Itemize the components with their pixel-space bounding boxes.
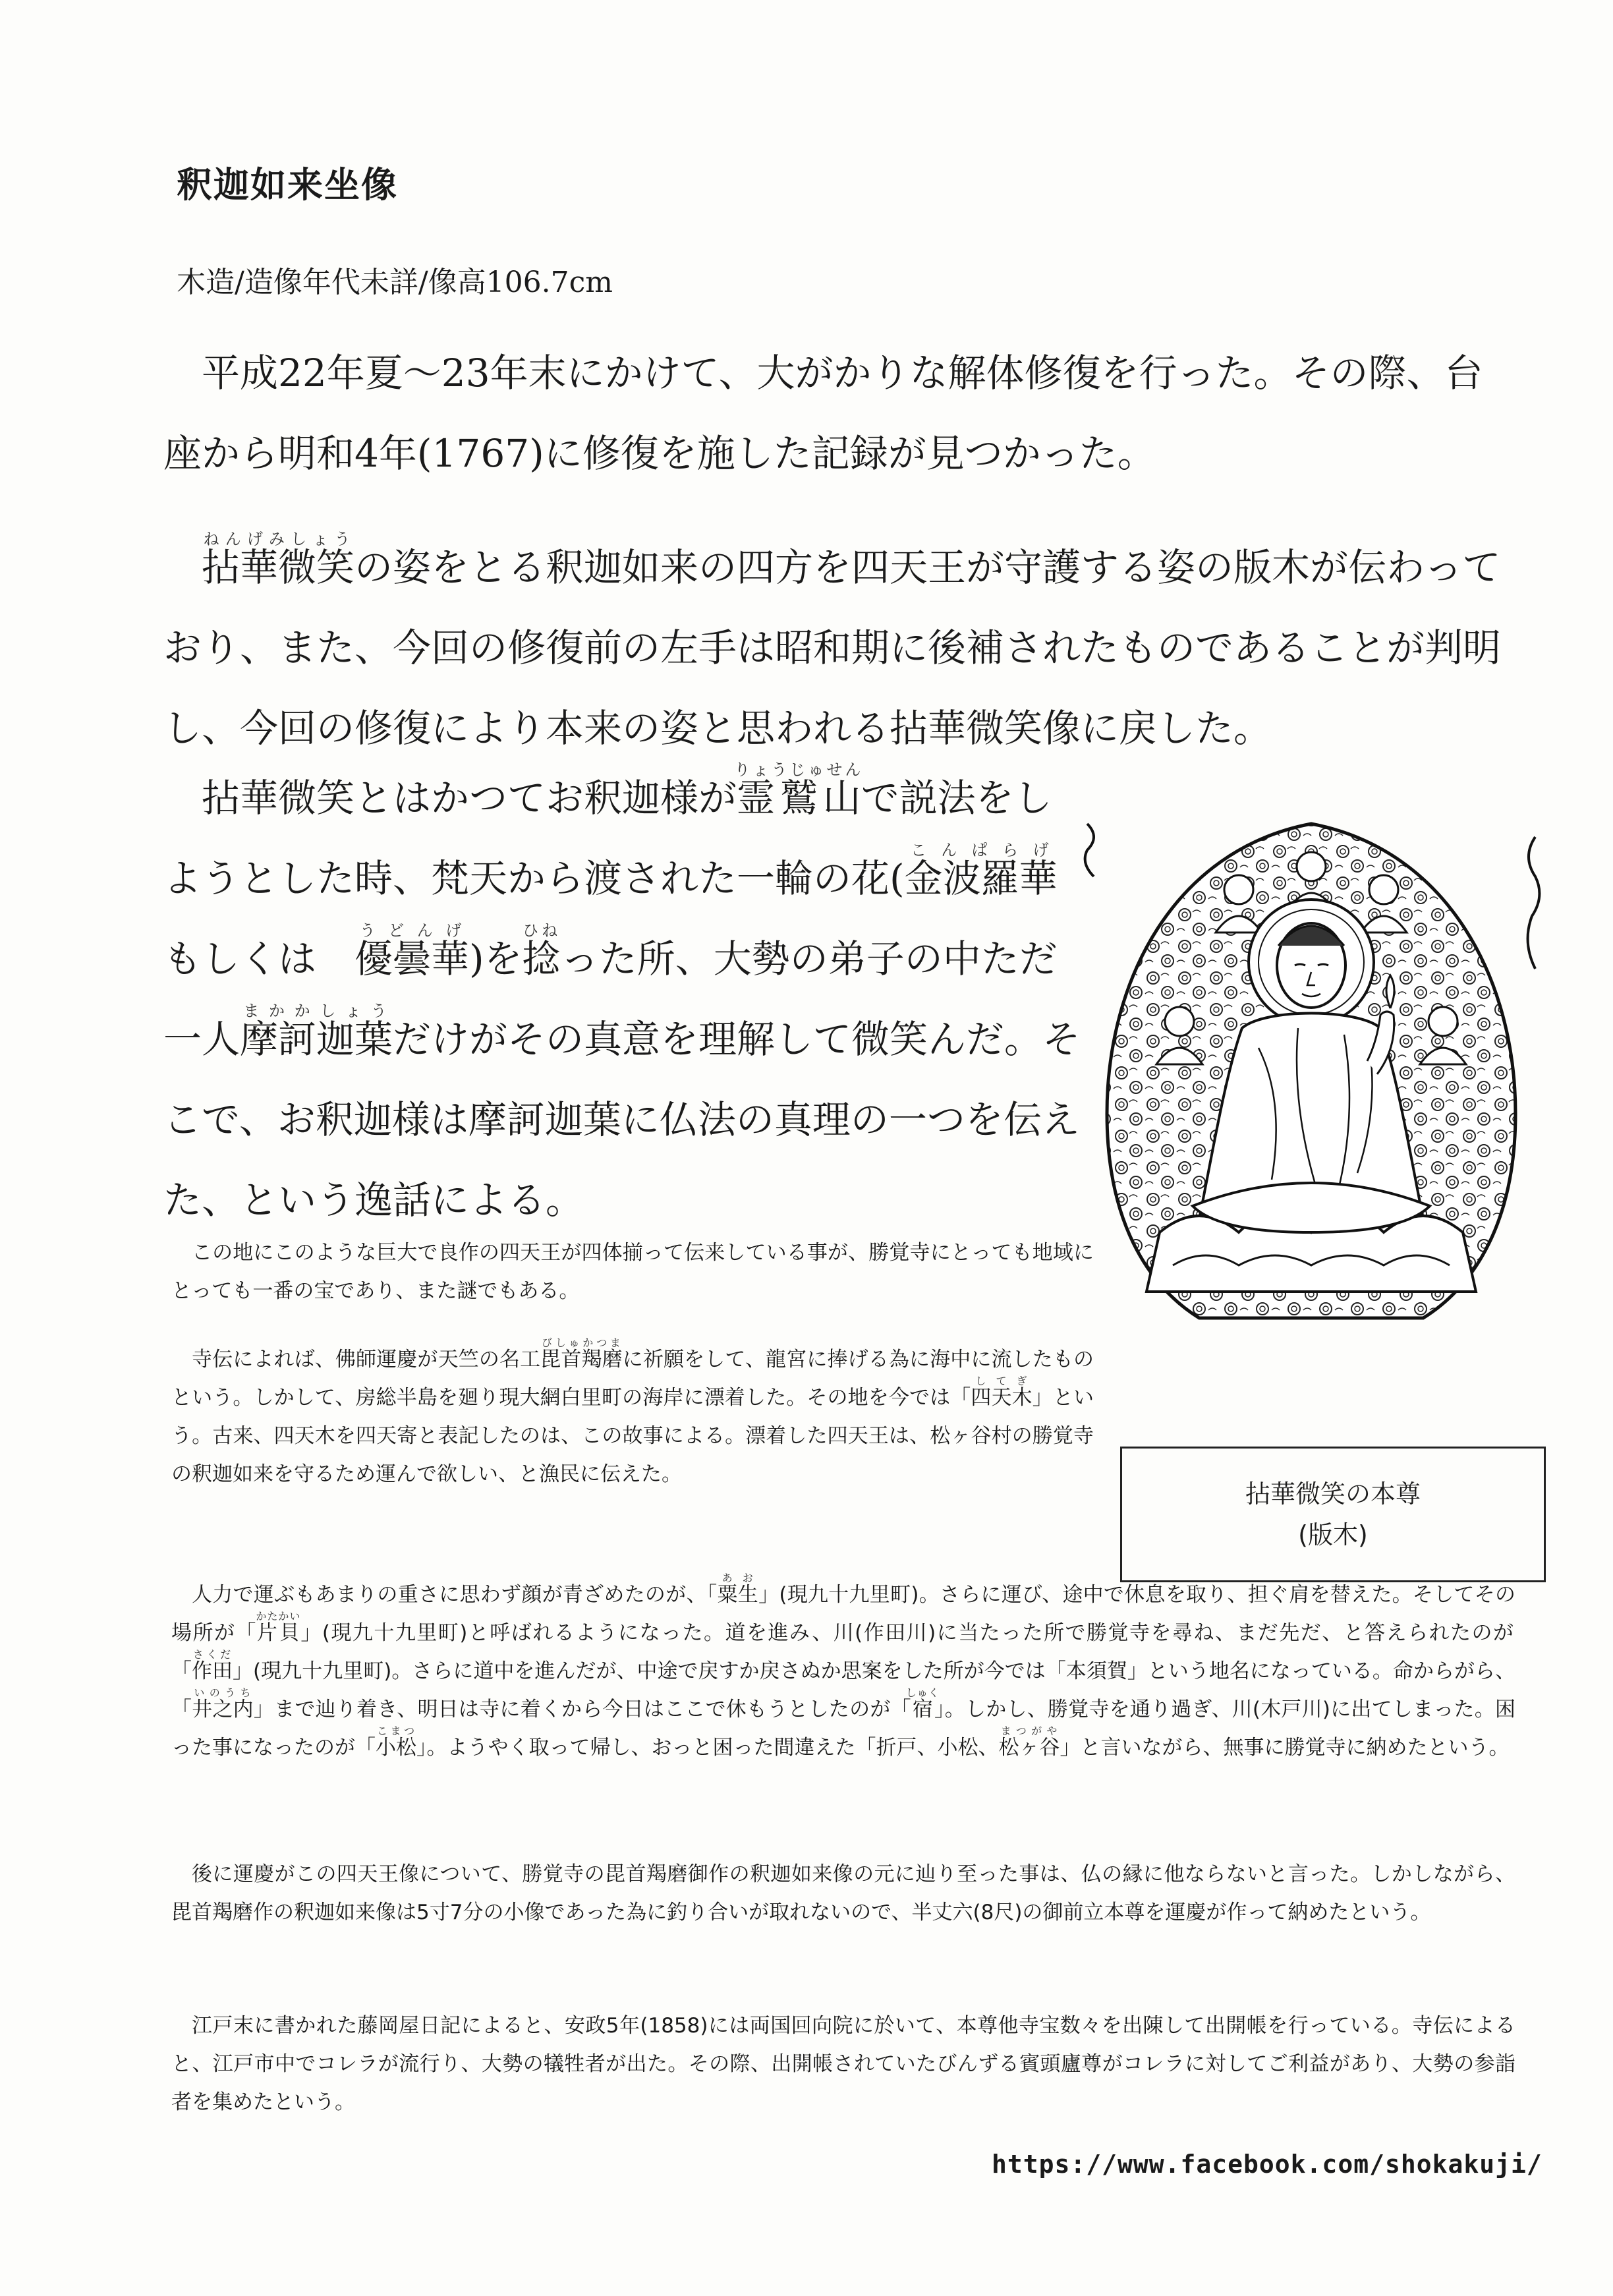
ruby-shitegi — [971, 1375, 1033, 1410]
ruby-hine — [522, 921, 561, 981]
illustration-caption — [1120, 1447, 1546, 1582]
paragraph-restoration: 平成22年夏〜23年末にかけて、大がかりな解体修復を行った。その際、台座から明和4年(1767)に修復を施した記録が見つかった。 — [163, 351, 1483, 476]
text-run: 拈華微笑とはかつてお釈迦様が — [202, 776, 737, 820]
paragraph-woodblock — [163, 527, 1514, 768]
ruby-reading: りょうじゅせん — [734, 761, 864, 779]
text-run: 」という。古来、四天木を四天寄と表記したのは、この故事による。漂着した四天王は、松ヶ谷村の勝覚寺の釈迦如来を守るため運んで欲しい、と漁民に伝えた。 — [171, 1386, 1094, 1486]
ruby-bishukatsuma — [540, 1336, 623, 1371]
ruby-reading: いのうち — [192, 1686, 254, 1699]
text-run: 」まで辿り着き、明日は寺に着くから今日はここで休もうとしたのが「 — [253, 1698, 911, 1721]
ruby-ao — [717, 1572, 759, 1607]
page-title: 釈迦如来坐像 — [177, 164, 398, 206]
ruby-base: 金波羅華 — [904, 856, 1058, 901]
ruby-reading: あお — [717, 1572, 758, 1584]
ruby-nenge — [202, 530, 355, 590]
woodblock-buddha-illustration — [1081, 811, 1542, 1351]
ruby-base: 四天木 — [971, 1386, 1033, 1410]
ruby-reading: してぎ — [971, 1375, 1033, 1387]
ruby-reading: しゅく — [905, 1686, 940, 1699]
ruby-reading: うどんげ — [354, 921, 470, 940]
ruby-base: 拈華微笑 — [202, 545, 355, 590]
statue-specs: 木造/造像年代未詳/像高106.7cm — [177, 266, 613, 299]
ruby-shuku — [905, 1686, 940, 1721]
ruby-makakasho — [240, 1002, 393, 1062]
facebook-url[interactable]: https://www.facebook.com/shokakuji/ — [992, 2150, 1542, 2179]
text-run: 」(現九十九里町)。さらに道中を進んだが、中途で戻すか戻さぬか思案をした所が今では「本須賀」という地名になっている。命からがら、「 — [171, 1659, 1516, 1721]
text-run: 」。ようやく取って帰し、おっと困った間違えた「折戸、小松、 — [416, 1736, 999, 1760]
caption-line: (版木) — [1298, 1520, 1368, 1549]
text-run: で説法をしようとした時、梵天から渡された一輪の花( — [163, 776, 1052, 901]
text-run: だけがその真意を理解して微笑んだ。そこで、お釈迦様は摩訶迦葉に仏法の真理の一つを伝えた、という逸話による。 — [163, 1017, 1081, 1222]
text-run: 寺伝によれば、佛師運慶が天竺の名工 — [192, 1348, 541, 1371]
ruby-reading: さくだ — [192, 1648, 233, 1661]
text-run: もしくは — [163, 856, 1096, 981]
text-run: 」(現九十九里町)。さらに運び、途中で休息を取り、担ぐ肩を替えた。そしてその場所が「 — [171, 1583, 1516, 1645]
text-run: 」と言いながら、無事に勝覚寺に納めたという。 — [1060, 1736, 1510, 1760]
ruby-base: 霊鷲山 — [734, 776, 864, 820]
ruby-base: 小松 — [376, 1736, 416, 1760]
ruby-reading: こまつ — [376, 1725, 416, 1737]
ruby-komatsu — [376, 1725, 416, 1760]
ruby-base: 摩訶迦葉 — [240, 1017, 393, 1062]
ruby-base: 井之内 — [192, 1698, 254, 1721]
text-run: 」。しかし、勝覚寺を通り過ぎ、川(木戸川)に出てしまった。困った事になったのが「 — [171, 1698, 1515, 1760]
ruby-reading: かたかい — [256, 1610, 301, 1622]
ruby-matsugaya — [998, 1725, 1060, 1760]
paragraph-place-names — [171, 1572, 1515, 1767]
text-run: の姿をとる釈迦如来の四方を四天王が守護する姿の版木が伝わっており、また、今回の修復前の左手は昭和期に後補されたものであることが判明し、今回の修復により本来の姿と思われる拈華微笑像に戻した。 — [163, 545, 1502, 751]
ruby-base: 宿 — [905, 1698, 940, 1721]
ruby-reading: まつがや — [998, 1725, 1060, 1737]
paragraph-edo: 江戸末に書かれた藤岡屋日記によると、安政5年(1858)には両国回向院に於いて、本尊他寺宝数々を出陳して出開帳を行っている。寺伝によると、江戸市中でコレラが流行り、大勢の犠牲者が出た。その際、出開帳されていたびんずる賓頭廬尊がコレラに対してご利益があり、大勢の参詣者を集めたという。 — [171, 2014, 1515, 2114]
ruby-base: 捻 — [522, 936, 561, 981]
ruby-base: 粟生 — [717, 1583, 759, 1607]
paragraph-temple-legend — [171, 1336, 1094, 1493]
ruby-base: 松ヶ谷 — [998, 1736, 1060, 1760]
ruby-base: 毘首羯磨 — [540, 1348, 623, 1371]
text-run: った所、大勢の弟子の中ただ一人 — [163, 936, 1058, 1062]
text-run: に祈願をして、龍宮に捧げる為に海中に流したものという。しかして、房総半島を廻り現大網白里町の海岸に漂着した。その地を今では「 — [171, 1348, 1094, 1410]
ruby-sakuda — [192, 1648, 233, 1683]
ruby-konparage — [904, 841, 1058, 901]
text-run: )を — [469, 936, 523, 981]
text-run: 人力で運ぶもあまりの重さに思わず顔が青ざめたのが、「 — [192, 1583, 718, 1607]
ruby-reading: まかかしょう — [240, 1002, 393, 1020]
ruby-reading: こんぱらげ — [904, 841, 1058, 859]
ruby-reading: びしゅかつま — [540, 1336, 623, 1349]
ruby-base: 作田 — [192, 1659, 233, 1683]
ruby-udonge — [354, 921, 470, 981]
paragraph-treasure: この地にこのような巨大で良作の四天王が四体揃って伝来している事が、勝覚寺にとっても地域にとっても一番の宝であり、また謎でもある。 — [171, 1241, 1094, 1303]
ruby-reading: ひね — [522, 921, 561, 940]
paragraph-unkei: 後に運慶がこの四天王像について、勝覚寺の毘首羯磨御作の釈迦如来像の元に辿り至った事は、仏の縁に他ならないと言った。しかしながら、毘首羯磨作の釈迦如来像は5寸7分の小像であった為に釣り合いが取れないので、半丈六(8尺)の御前立本尊を運慶が作って納めたという。 — [171, 1862, 1515, 1924]
ruby-katakai — [256, 1610, 301, 1645]
ruby-ryojusen — [734, 761, 864, 820]
caption-line: 拈華微笑の本尊 — [1245, 1479, 1421, 1508]
ruby-base: 片貝 — [256, 1621, 301, 1645]
paragraph-legend — [163, 758, 1096, 1240]
ruby-reading: ねんげみしょう — [202, 530, 354, 548]
ruby-inouchi — [192, 1686, 254, 1721]
ruby-base: 優曇華 — [354, 936, 470, 981]
text-run: 」(現九十九里町)と呼ばれるようになった。道を進み、川(作田川)に当たった所で勝覚寺を尋ね、まだ先だ、と答えられたのが「 — [171, 1621, 1514, 1683]
